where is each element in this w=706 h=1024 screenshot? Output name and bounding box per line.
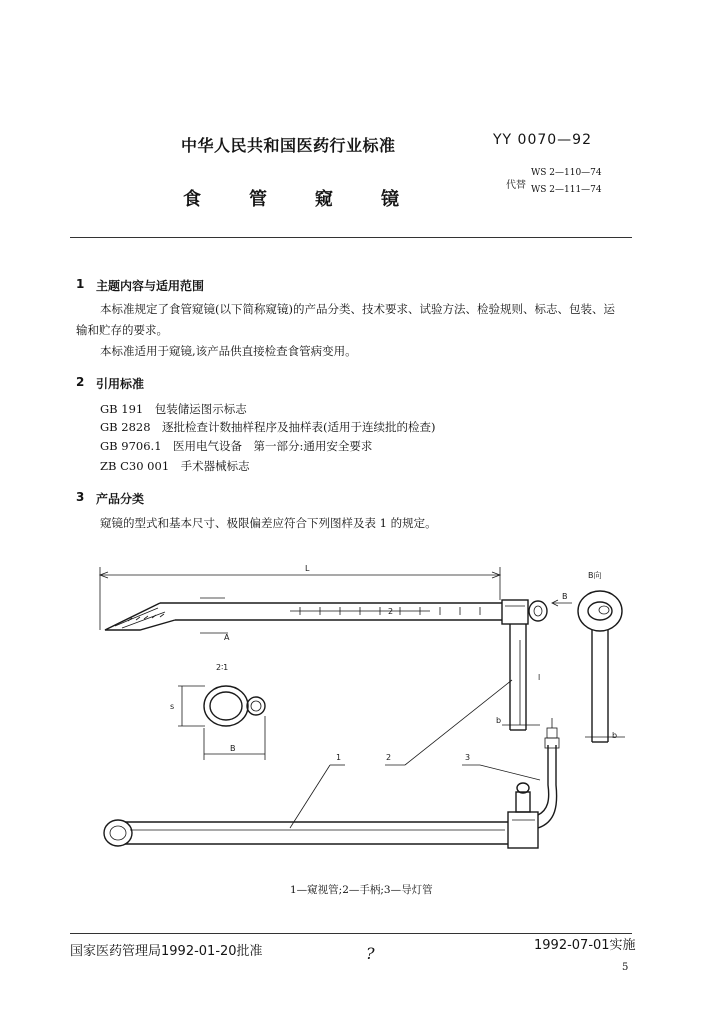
reference-item: GB 2828 逐批检查计数抽样程序及抽样表(适用于连续批的检查) (100, 420, 436, 434)
standard-code: YY 0070—92 (493, 132, 592, 148)
label-B-view: B向 (588, 571, 602, 580)
replaced-standard: WS 2—110—74 (531, 168, 602, 178)
callout-number: 1 (336, 753, 342, 762)
section-title: 主题内容与适用范围 (96, 279, 205, 293)
effective-date: 1992-07-01实施 (534, 938, 636, 953)
label-b: b (496, 716, 502, 725)
standard-name: 中华人民共和国医药行业标准 (181, 136, 396, 155)
paragraph: 窥镜的型式和基本尺寸、极限偏差应符合下列图样及表 1 的规定。 (100, 516, 437, 530)
reference-item: ZB C30 001 手术器械标志 (100, 459, 250, 473)
document-title: 食管窥镜 (183, 189, 447, 210)
paragraph: 本标准规定了食管窥镜(以下简称窥镜)的产品分类、技术要求、试验方法、检验规则、标志、包装、运 (100, 302, 615, 316)
paragraph: 本标准适用于窥镜,该产品供直接检查食管病变用。 (100, 344, 357, 358)
replaced-standard: WS 2—111—74 (531, 185, 602, 195)
label-scale: 2∶1 (216, 663, 229, 672)
label-l: l (538, 673, 541, 682)
section-number: 3 (76, 490, 85, 504)
ruler-number: 2 (388, 607, 394, 616)
handwritten-mark: ? (366, 944, 375, 963)
label-L: L (305, 564, 310, 573)
cross-section (170, 663, 265, 760)
paragraph: 输和贮存的要求。 (76, 323, 168, 337)
reference-item: GB 9706.1 医用电气设备 第一部分:通用安全要求 (100, 439, 373, 453)
section-number: 2 (76, 375, 85, 389)
b-view (578, 570, 625, 742)
label-B-arrow: B (562, 592, 568, 601)
section-title: 产品分类 (96, 492, 145, 506)
label-A: A (224, 633, 230, 642)
section-number: 1 (76, 277, 85, 291)
callout-number: 3 (465, 753, 471, 762)
figure-caption: 1—窥视管;2—手柄;3—导灯管 (290, 884, 433, 896)
callout-number: 2 (386, 753, 392, 762)
approval-line: 国家医药管理局1992-01-20批准 (70, 944, 263, 959)
section-title: 引用标准 (96, 377, 145, 391)
reference-item: GB 191 包装储运图示标志 (100, 402, 247, 416)
page-number: 5 (622, 962, 629, 973)
label-s: s (170, 702, 175, 711)
replaces-label: 代替 (506, 180, 526, 191)
label-b: b (612, 731, 618, 740)
label-B-dim: B (230, 744, 236, 753)
